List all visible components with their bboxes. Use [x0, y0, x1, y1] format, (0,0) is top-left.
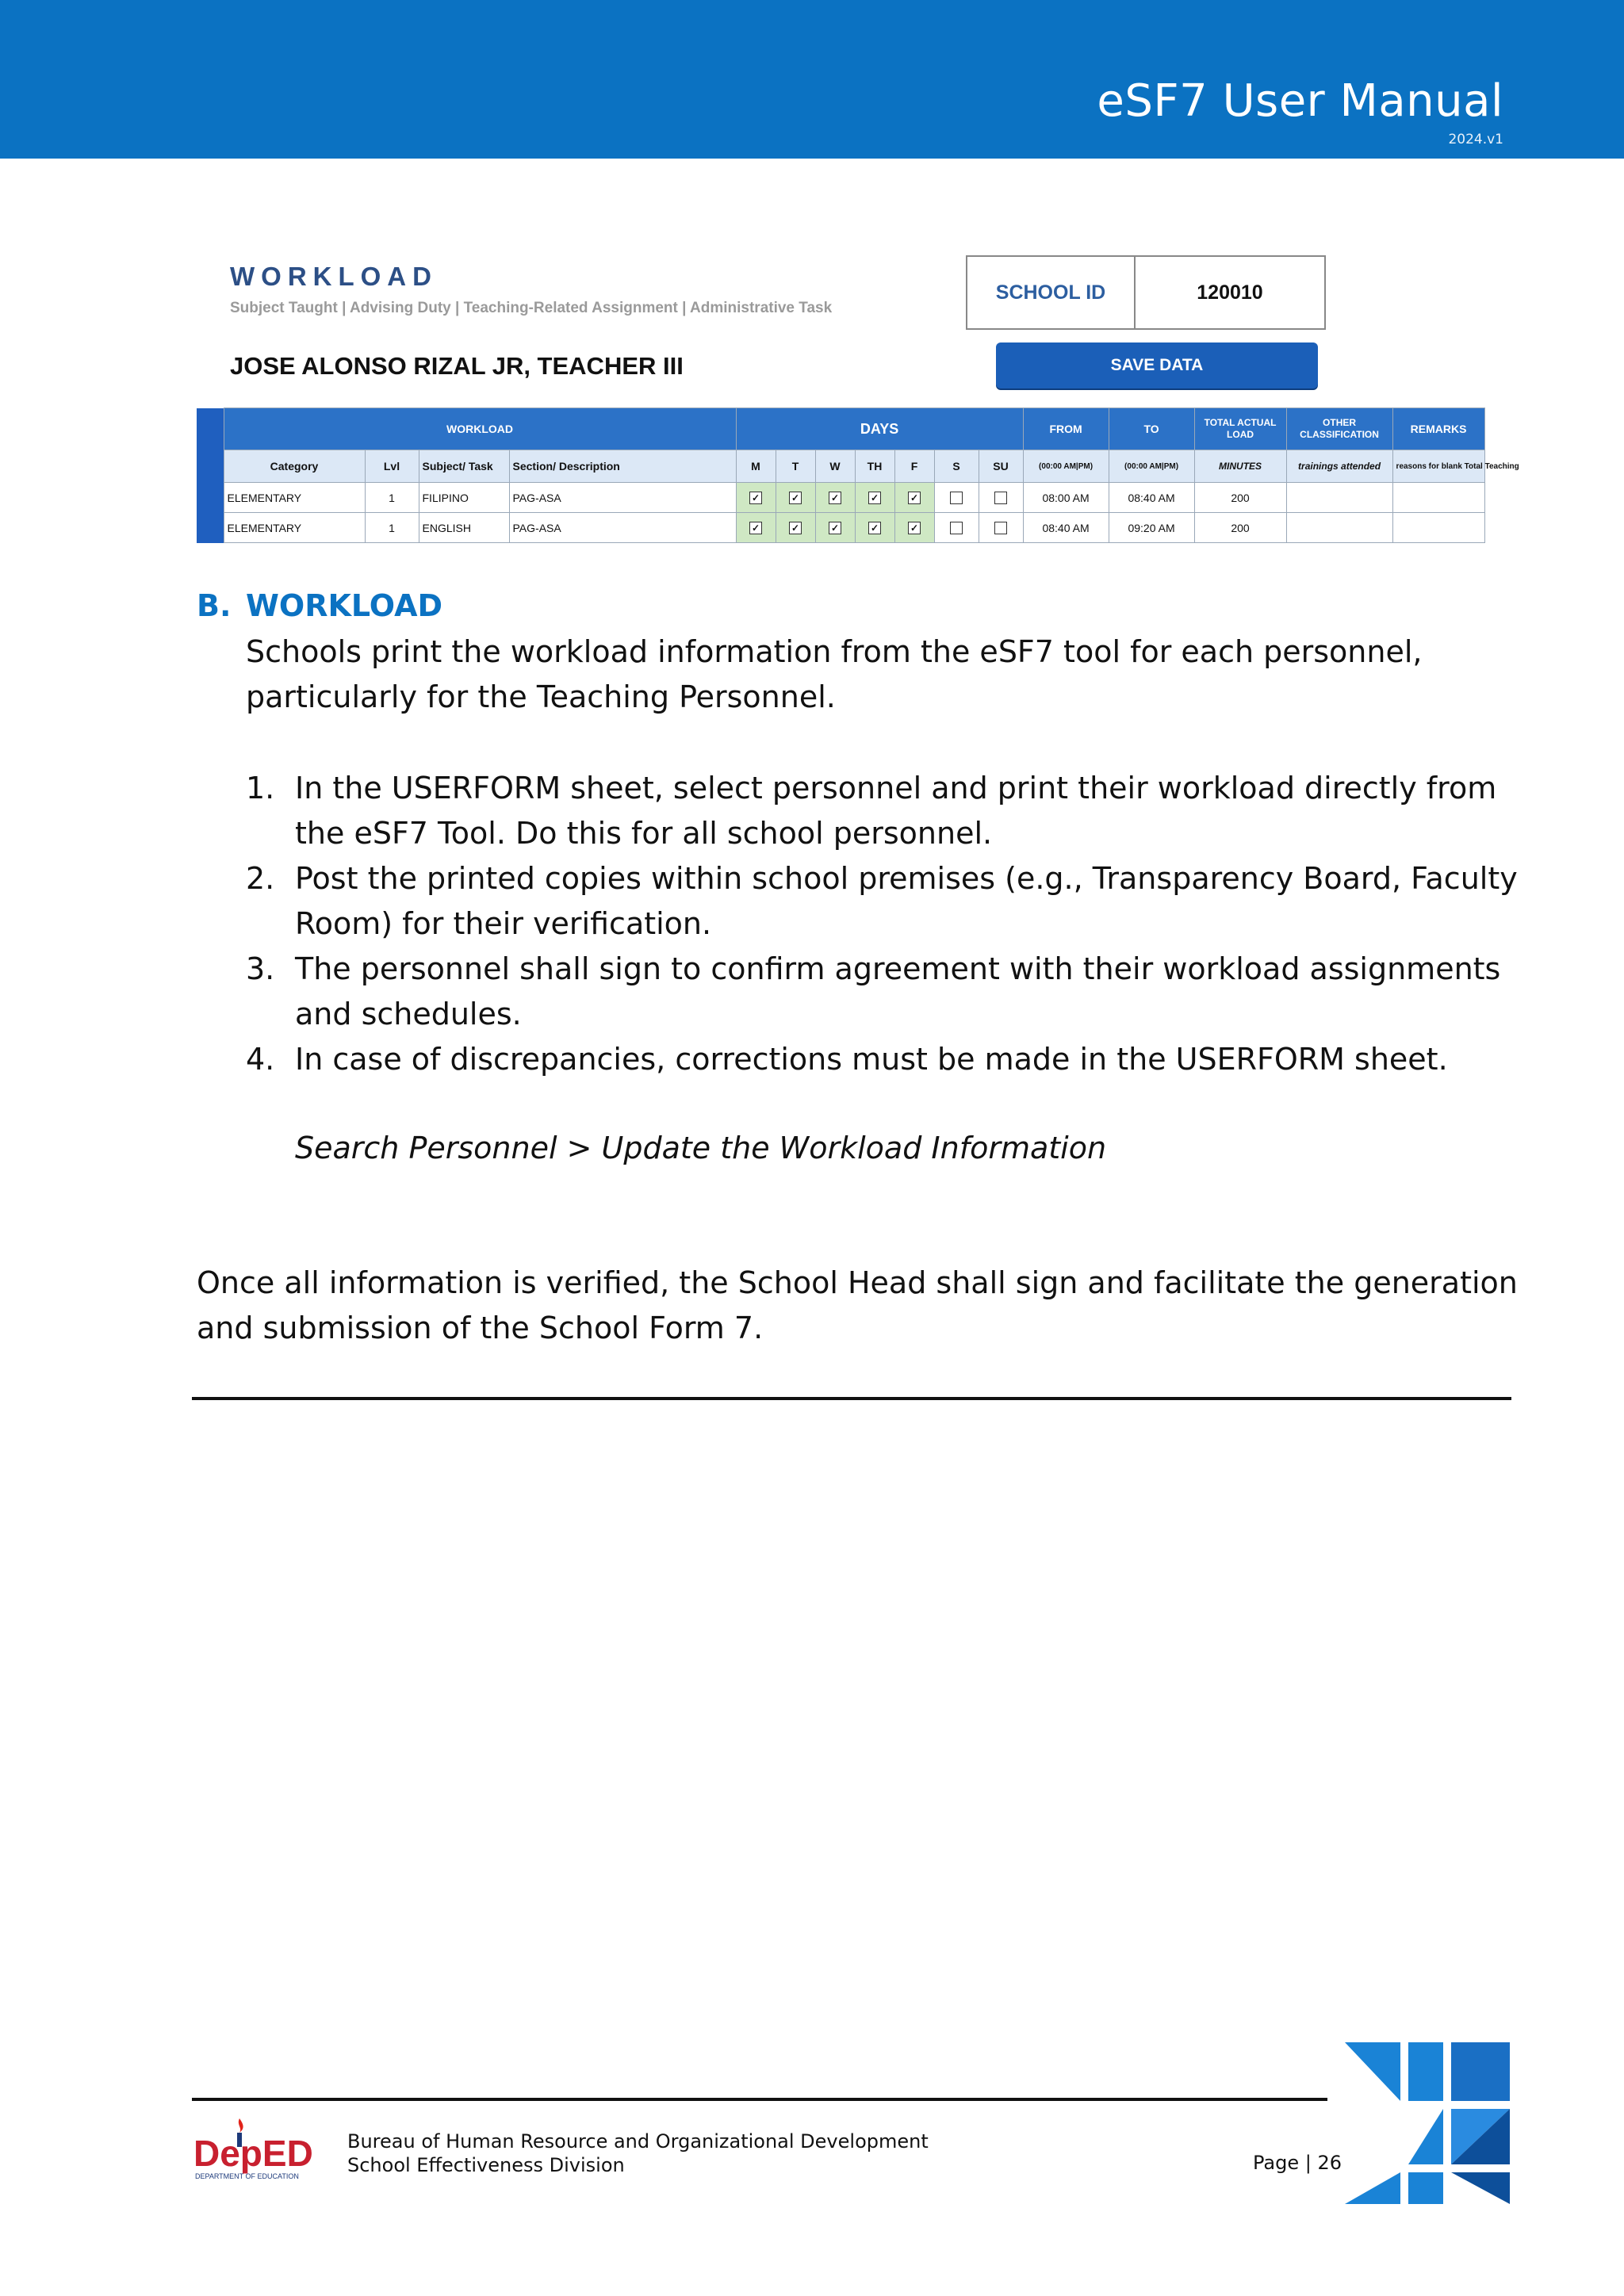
cell-remarks[interactable] [1392, 513, 1484, 543]
day-checkbox[interactable]: ✓ [908, 522, 921, 534]
table-row [197, 483, 1484, 513]
header-bar [0, 0, 1624, 159]
step-text: In the USERFORM sheet, select personnel and print their workload directly from the eSF7 Tool. Do this for all school personnel. [295, 771, 1497, 851]
step-number: 4. [246, 1042, 275, 1077]
section-intro: Schools print the workload information from the eSF7 tool for each personnel, particularly for the Teaching Personnel. [246, 634, 1423, 714]
col-group-days: DAYS [736, 408, 1023, 450]
step-number: 3. [246, 951, 275, 986]
sub-from-format: (00:00 AM|PM) [1023, 450, 1109, 483]
cell-day-m [736, 513, 776, 543]
cell-category[interactable]: ELEMENTARY [224, 513, 365, 543]
cell-other[interactable] [1286, 513, 1392, 543]
sub-day-m: M [736, 450, 776, 483]
cell-day-t [776, 513, 815, 543]
corner-geometric-logo-icon [1345, 2042, 1510, 2204]
personnel-name: JOSE ALONSO RIZAL JR, TEACHER III [230, 352, 684, 380]
list-item [246, 947, 1530, 1037]
cell-category[interactable]: ELEMENTARY [224, 483, 365, 513]
school-id-label: SCHOOL ID [967, 257, 1136, 328]
cell-other[interactable] [1286, 483, 1392, 513]
sub-minutes: MINUTES [1194, 450, 1286, 483]
day-checkbox[interactable]: ✓ [908, 492, 921, 504]
cell-day-m [736, 483, 776, 513]
cell-section[interactable]: PAG-ASA [509, 513, 736, 543]
cell-day-s [934, 483, 979, 513]
cell-day-w [815, 483, 855, 513]
cell-day-th [855, 513, 894, 543]
step-number: 2. [246, 861, 275, 896]
cell-from[interactable]: 08:00 AM [1023, 483, 1109, 513]
cell-day-su [979, 483, 1023, 513]
day-checkbox[interactable]: ✓ [868, 492, 881, 504]
deped-logo [193, 2115, 327, 2182]
cell-from[interactable]: 08:40 AM [1023, 513, 1109, 543]
day-checkbox[interactable]: ✓ [789, 492, 802, 504]
document-title: eSF7 User Manual [1097, 75, 1503, 127]
cell-section[interactable]: PAG-ASA [509, 483, 736, 513]
list-item [246, 766, 1530, 856]
page-number: Page | 26 [1253, 2152, 1342, 2174]
cell-to[interactable]: 08:40 AM [1109, 483, 1194, 513]
sub-category: Category [224, 450, 365, 483]
sub-day-w: W [815, 450, 855, 483]
day-checkbox[interactable] [950, 492, 963, 504]
section-letter: B. [197, 588, 232, 623]
day-checkbox[interactable] [994, 492, 1007, 504]
cell-day-s [934, 513, 979, 543]
table-row [197, 513, 1484, 543]
steps-list [246, 766, 1530, 1082]
save-data-button[interactable]: SAVE DATA [996, 342, 1318, 388]
sub-subject: Subject/ Task [419, 450, 509, 483]
table-sub-header [197, 450, 1484, 483]
cell-lvl[interactable]: 1 [365, 483, 419, 513]
day-checkbox[interactable]: ✓ [868, 522, 881, 534]
sub-day-s: S [934, 450, 979, 483]
cell-subject[interactable]: ENGLISH [419, 513, 509, 543]
table-stripe [197, 408, 224, 543]
col-total-load: TOTAL ACTUAL LOAD [1194, 408, 1286, 450]
sub-section: Section/ Description [509, 450, 736, 483]
sub-other: trainings attended [1286, 450, 1392, 483]
sub-day-su: SU [979, 450, 1023, 483]
day-checkbox[interactable]: ✓ [829, 492, 841, 504]
day-checkbox[interactable]: ✓ [789, 522, 802, 534]
workload-screenshot [197, 252, 1519, 541]
footer-text [347, 2130, 929, 2177]
day-checkbox[interactable]: ✓ [829, 522, 841, 534]
workload-table [197, 408, 1519, 543]
sub-to-format: (00:00 AM|PM) [1109, 450, 1194, 483]
footer-divider [192, 2098, 1327, 2101]
step-number: 1. [246, 771, 275, 806]
cell-lvl[interactable]: 1 [365, 513, 419, 543]
step-text: Post the printed copies within school premises (e.g., Transparency Board, Faculty Room) for their verification. [295, 861, 1518, 941]
deped-logo-sub: DEPARTMENT OF EDUCATION [195, 2172, 299, 2180]
col-group-workload: WORKLOAD [224, 408, 736, 450]
section-heading [197, 588, 442, 623]
search-path-note: Search Personnel > Update the Workload Information [295, 1131, 1107, 1165]
document-version: 2024.v1 [1448, 132, 1503, 147]
sub-day-th: TH [855, 450, 894, 483]
cell-day-su [979, 513, 1023, 543]
step-text: In case of discrepancies, corrections must be made in the USERFORM sheet. [295, 1042, 1448, 1077]
cell-day-f [894, 513, 934, 543]
day-checkbox[interactable] [950, 522, 963, 534]
closing-paragraph: Once all information is verified, the School Head shall sign and facilitate the generation and submission of the School Form 7. [197, 1265, 1518, 1345]
step-text: The personnel shall sign to confirm agreement with their workload assignments and schedules. [295, 951, 1501, 1031]
footer-line-1: Bureau of Human Resource and Organizational Development [347, 2130, 929, 2152]
day-checkbox[interactable]: ✓ [749, 522, 762, 534]
sub-lvl: Lvl [365, 450, 419, 483]
cell-day-f [894, 483, 934, 513]
deped-logo-text: DepED [193, 2133, 313, 2174]
day-checkbox[interactable] [994, 522, 1007, 534]
cell-minutes[interactable]: 200 [1194, 513, 1286, 543]
cell-day-t [776, 483, 815, 513]
section-divider [192, 1397, 1511, 1400]
day-checkbox[interactable]: ✓ [749, 492, 762, 504]
list-item [246, 856, 1530, 947]
cell-subject[interactable]: FILIPINO [419, 483, 509, 513]
col-from: FROM [1023, 408, 1109, 450]
cell-day-th [855, 483, 894, 513]
col-remarks: REMARKS [1392, 408, 1484, 450]
cell-to[interactable]: 09:20 AM [1109, 513, 1194, 543]
torch-flame-icon [239, 2118, 243, 2133]
school-id-box [966, 255, 1326, 330]
sub-day-t: T [776, 450, 815, 483]
footer-line-2: School Effectiveness Division [347, 2154, 625, 2176]
sub-remarks: reasons for blank Total Teaching [1392, 450, 1484, 483]
section-title: WORKLOAD [246, 588, 443, 623]
table-group-header [197, 408, 1484, 450]
col-other-classification: OTHER CLASSIFICATION [1286, 408, 1392, 450]
cell-day-w [815, 513, 855, 543]
cell-remarks[interactable] [1392, 483, 1484, 513]
cell-minutes[interactable]: 200 [1194, 483, 1286, 513]
col-to: TO [1109, 408, 1194, 450]
workload-subtitle: Subject Taught | Advising Duty | Teaching-Related Assignment | Administrative Task [230, 300, 833, 316]
workload-title: WORKLOAD [230, 262, 438, 291]
school-id-value: 120010 [1197, 281, 1263, 304]
sub-day-f: F [894, 450, 934, 483]
list-item [246, 1037, 1530, 1082]
